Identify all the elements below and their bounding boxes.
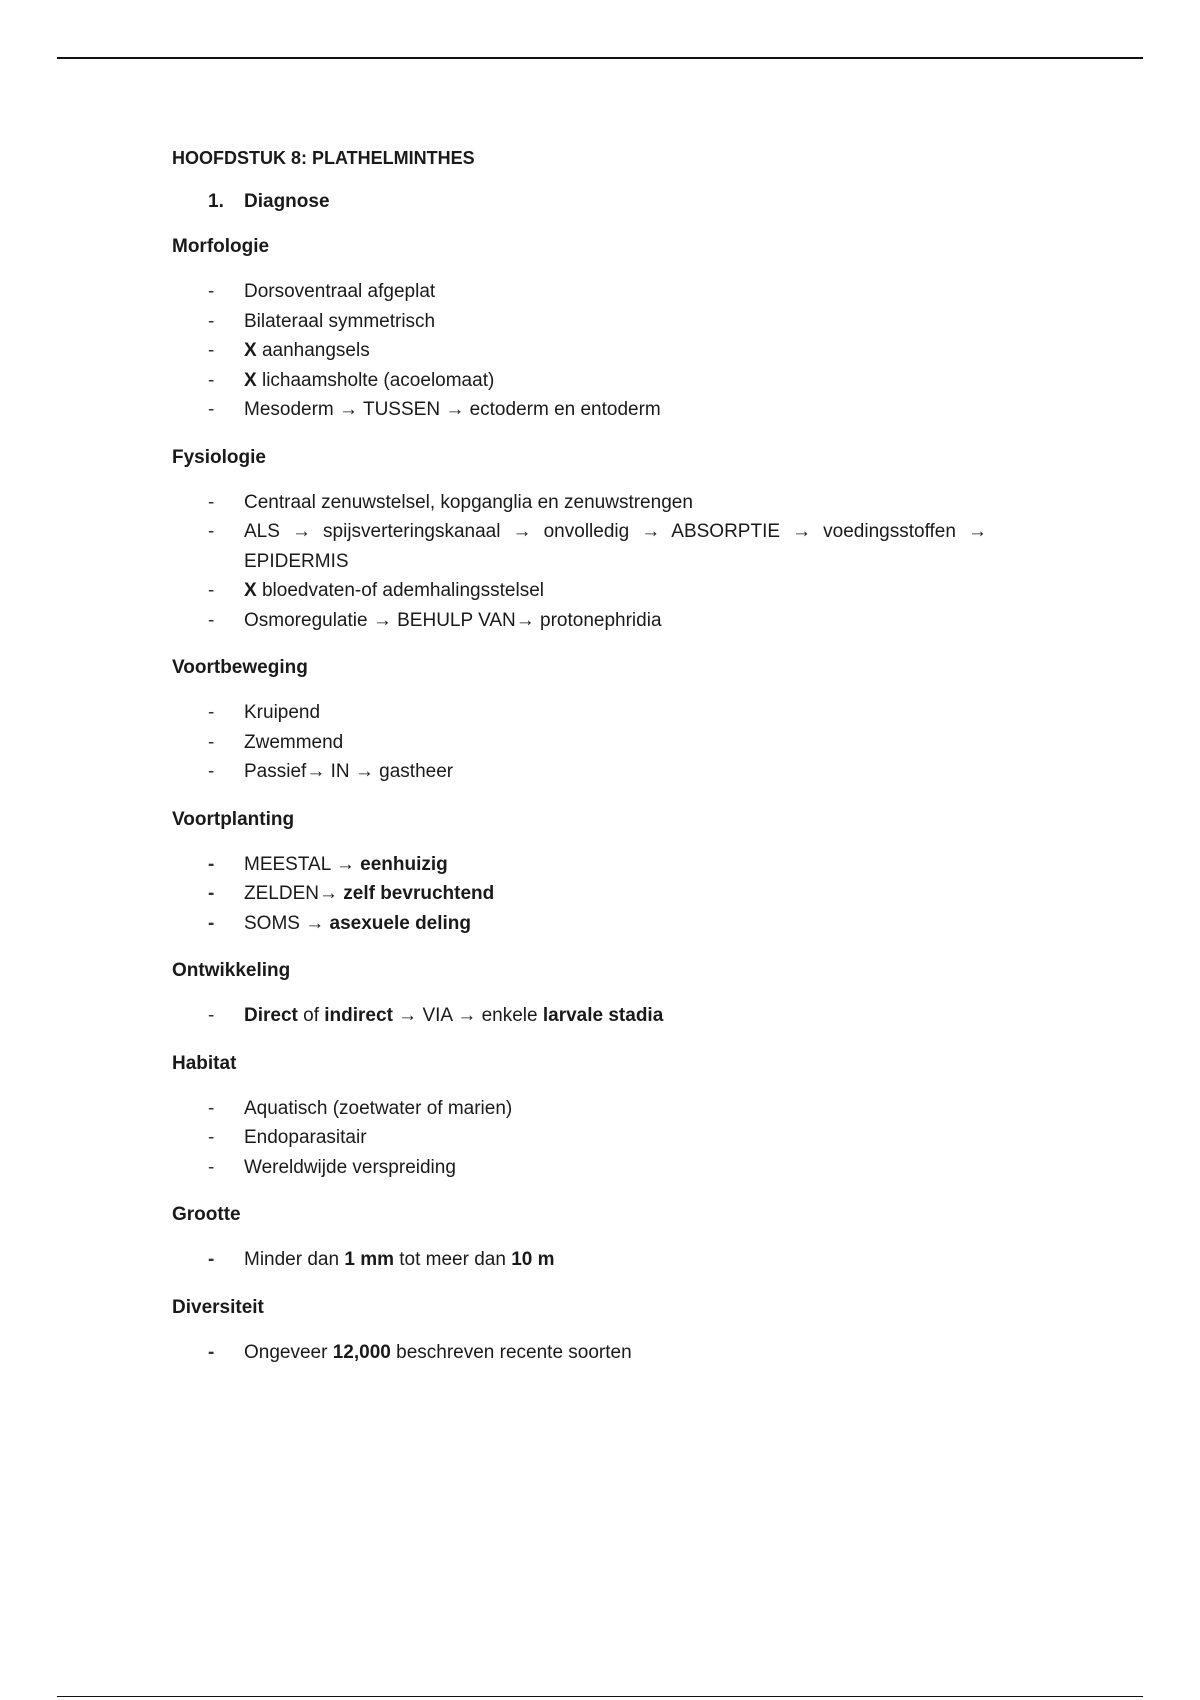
text-run-bold: 1 mm	[344, 1249, 394, 1270]
text-run: VIA	[417, 1005, 458, 1026]
list-item	[172, 850, 1072, 880]
text-run-bold: asexuele deling	[324, 912, 472, 934]
list-item	[172, 757, 1072, 787]
list-voortbeweging	[172, 698, 1072, 787]
text-run: ZELDEN	[244, 883, 319, 904]
item-text: Kruipend	[244, 702, 321, 723]
arrow-icon: →	[318, 883, 338, 904]
text-run: ABSORPTIE	[660, 521, 793, 542]
list-item	[172, 879, 1072, 909]
arrow-icon: →	[792, 521, 812, 542]
list-item	[172, 1153, 1072, 1183]
text-run: aanhangsels	[256, 340, 370, 361]
item-text: Bilateraal symmetrisch	[244, 310, 436, 332]
text-run-bold: larvale stadia	[542, 1005, 664, 1026]
chapter-title: HOOFDSTUK 8: PLATHELMINTHES	[172, 148, 475, 168]
arrow-icon: →	[291, 521, 311, 542]
bullet-dash: -	[208, 1097, 215, 1119]
arrow-icon: →	[515, 609, 535, 631]
text-run-bold: Direct	[244, 1005, 298, 1026]
item-text	[244, 757, 1072, 787]
list-item	[172, 1094, 1072, 1124]
text-run: Mesoderm	[244, 399, 340, 420]
section-number: 1.	[208, 191, 224, 212]
bullet-dash: -	[208, 281, 215, 302]
bold-x: X	[244, 580, 257, 601]
bullet-dash: -	[208, 1005, 215, 1026]
arrow-icon: →	[967, 521, 987, 542]
text-run-bold: zelf bevruchtend	[337, 883, 495, 904]
heading-voortbeweging: Voortbeweging	[172, 657, 308, 678]
bullet-dash: -	[208, 1127, 215, 1148]
item-text: Dorsoventraal afgeplat	[244, 281, 436, 302]
arrow-icon: →	[306, 761, 326, 782]
list-item	[172, 336, 1072, 366]
arrow-icon: →	[335, 853, 355, 875]
text-run: bloedvaten-of ademhalingsstelsel	[256, 580, 544, 601]
heading-voortplanting: Voortplanting	[172, 808, 295, 830]
item-text	[244, 517, 1072, 576]
text-run: protonephridia	[534, 609, 662, 631]
item-text	[244, 336, 1072, 366]
text-run: voedingsstoffen	[811, 521, 968, 542]
item-text: Zwemmend	[244, 731, 344, 753]
text-run: lichaamsholte (acoelomaat)	[256, 369, 495, 391]
list-item	[172, 576, 1072, 606]
list-item	[172, 606, 1072, 636]
bullet-dash: -	[208, 491, 215, 513]
list-item	[172, 488, 1072, 518]
item-text	[244, 366, 1072, 396]
bullet-dash: -	[208, 883, 215, 904]
text-run: EPIDERMIS	[244, 550, 349, 572]
text-run: onvolledig	[531, 521, 642, 542]
list-item	[172, 395, 1072, 425]
item-text	[244, 576, 1072, 606]
text-run: Minder dan	[244, 1249, 345, 1270]
list-item	[172, 307, 1072, 337]
text-run: BEHULP VAN	[391, 609, 516, 631]
list-item	[172, 517, 1072, 576]
item-text	[244, 879, 1072, 909]
list-item	[172, 698, 1072, 728]
list-ontwikkeling	[172, 1001, 1072, 1031]
text-run: Osmoregulatie	[244, 609, 373, 631]
text-run: TUSSEN	[358, 399, 446, 420]
list-item	[172, 366, 1072, 396]
footer-rule	[57, 1696, 1143, 1697]
item-text	[244, 909, 1072, 939]
text-run: Ongeveer	[244, 1341, 333, 1363]
text-run-bold: indirect	[324, 1005, 393, 1026]
bold-x: X	[244, 369, 257, 391]
list-diversiteit	[172, 1338, 1072, 1368]
list-fysiologie	[172, 488, 1072, 636]
arrow-icon: →	[398, 1005, 418, 1026]
list-item	[172, 1001, 1072, 1031]
list-item	[172, 728, 1072, 758]
text-run: tot meer dan	[393, 1249, 512, 1270]
bullet-dash: -	[208, 731, 215, 753]
item-text: Centraal zenuwstelsel, kopganglia en zenuwstrengen	[244, 491, 693, 513]
list-voortplanting	[172, 850, 1072, 939]
list-item	[172, 277, 1072, 307]
text-run: ALS	[244, 521, 292, 542]
item-text: Aquatisch (zoetwater of marien)	[244, 1097, 513, 1119]
item-text	[244, 395, 1072, 425]
text-run: spijsverteringskanaal	[310, 521, 513, 542]
heading-morfologie: Morfologie	[172, 236, 270, 257]
heading-habitat: Habitat	[172, 1052, 237, 1074]
document-body	[172, 140, 1072, 1367]
text-run: Passief	[244, 761, 307, 782]
heading-ontwikkeling: Ontwikkeling	[172, 960, 291, 981]
section-heading-numbered	[172, 190, 1072, 214]
bold-x: X	[244, 340, 257, 361]
item-text	[244, 1245, 1072, 1275]
arrow-icon: →	[372, 609, 392, 631]
bullet-dash: -	[208, 609, 215, 631]
text-run-bold: 10 m	[511, 1249, 555, 1270]
item-text: Endoparasitair	[244, 1127, 367, 1148]
list-morfologie	[172, 277, 1072, 425]
arrow-icon: →	[339, 399, 359, 420]
text-run-bold: eenhuizig	[354, 853, 448, 875]
bullet-dash: -	[208, 1156, 215, 1178]
bullet-dash: -	[208, 1341, 215, 1363]
text-run: enkele	[476, 1005, 543, 1026]
arrow-icon: →	[354, 761, 374, 782]
bullet-dash: -	[208, 369, 215, 391]
bullet-dash: -	[208, 340, 215, 361]
arrow-icon: →	[641, 521, 661, 542]
text-run: ectoderm en entoderm	[464, 399, 661, 420]
bullet-dash: -	[208, 853, 215, 875]
item-text	[244, 850, 1072, 880]
bullet-dash: -	[208, 521, 215, 542]
header-rule	[57, 57, 1143, 59]
arrow-icon: →	[457, 1005, 477, 1026]
bullet-dash: -	[208, 702, 215, 723]
bullet-dash: -	[208, 912, 215, 934]
list-grootte	[172, 1245, 1072, 1275]
item-text	[244, 606, 1072, 636]
section-title: Diagnose	[244, 191, 330, 212]
bullet-dash: -	[208, 580, 215, 601]
heading-fysiologie: Fysiologie	[172, 446, 266, 468]
item-text: Wereldwijde verspreiding	[244, 1156, 456, 1178]
bullet-dash: -	[208, 399, 215, 420]
list-item	[172, 1338, 1072, 1368]
bullet-dash: -	[208, 761, 215, 782]
arrow-icon: →	[445, 399, 465, 420]
bullet-dash: -	[208, 310, 215, 332]
item-text	[244, 1001, 1072, 1031]
heading-diversiteit: Diversiteit	[172, 1296, 264, 1318]
item-text	[244, 1338, 1072, 1368]
text-run: of	[297, 1005, 325, 1026]
text-run: MEESTAL	[244, 853, 336, 875]
text-run: IN	[325, 761, 355, 782]
text-run: SOMS	[244, 912, 306, 934]
list-item	[172, 1245, 1072, 1275]
text-run: beschreven recente soorten	[390, 1341, 632, 1363]
text-run: gastheer	[373, 761, 454, 782]
text-run-bold: 12,000	[332, 1341, 391, 1363]
bullet-dash: -	[208, 1249, 215, 1270]
list-habitat	[172, 1094, 1072, 1183]
list-item	[172, 1123, 1072, 1153]
heading-grootte: Grootte	[172, 1204, 241, 1225]
arrow-icon: →	[305, 912, 325, 934]
arrow-icon: →	[512, 521, 532, 542]
list-item	[172, 909, 1072, 939]
